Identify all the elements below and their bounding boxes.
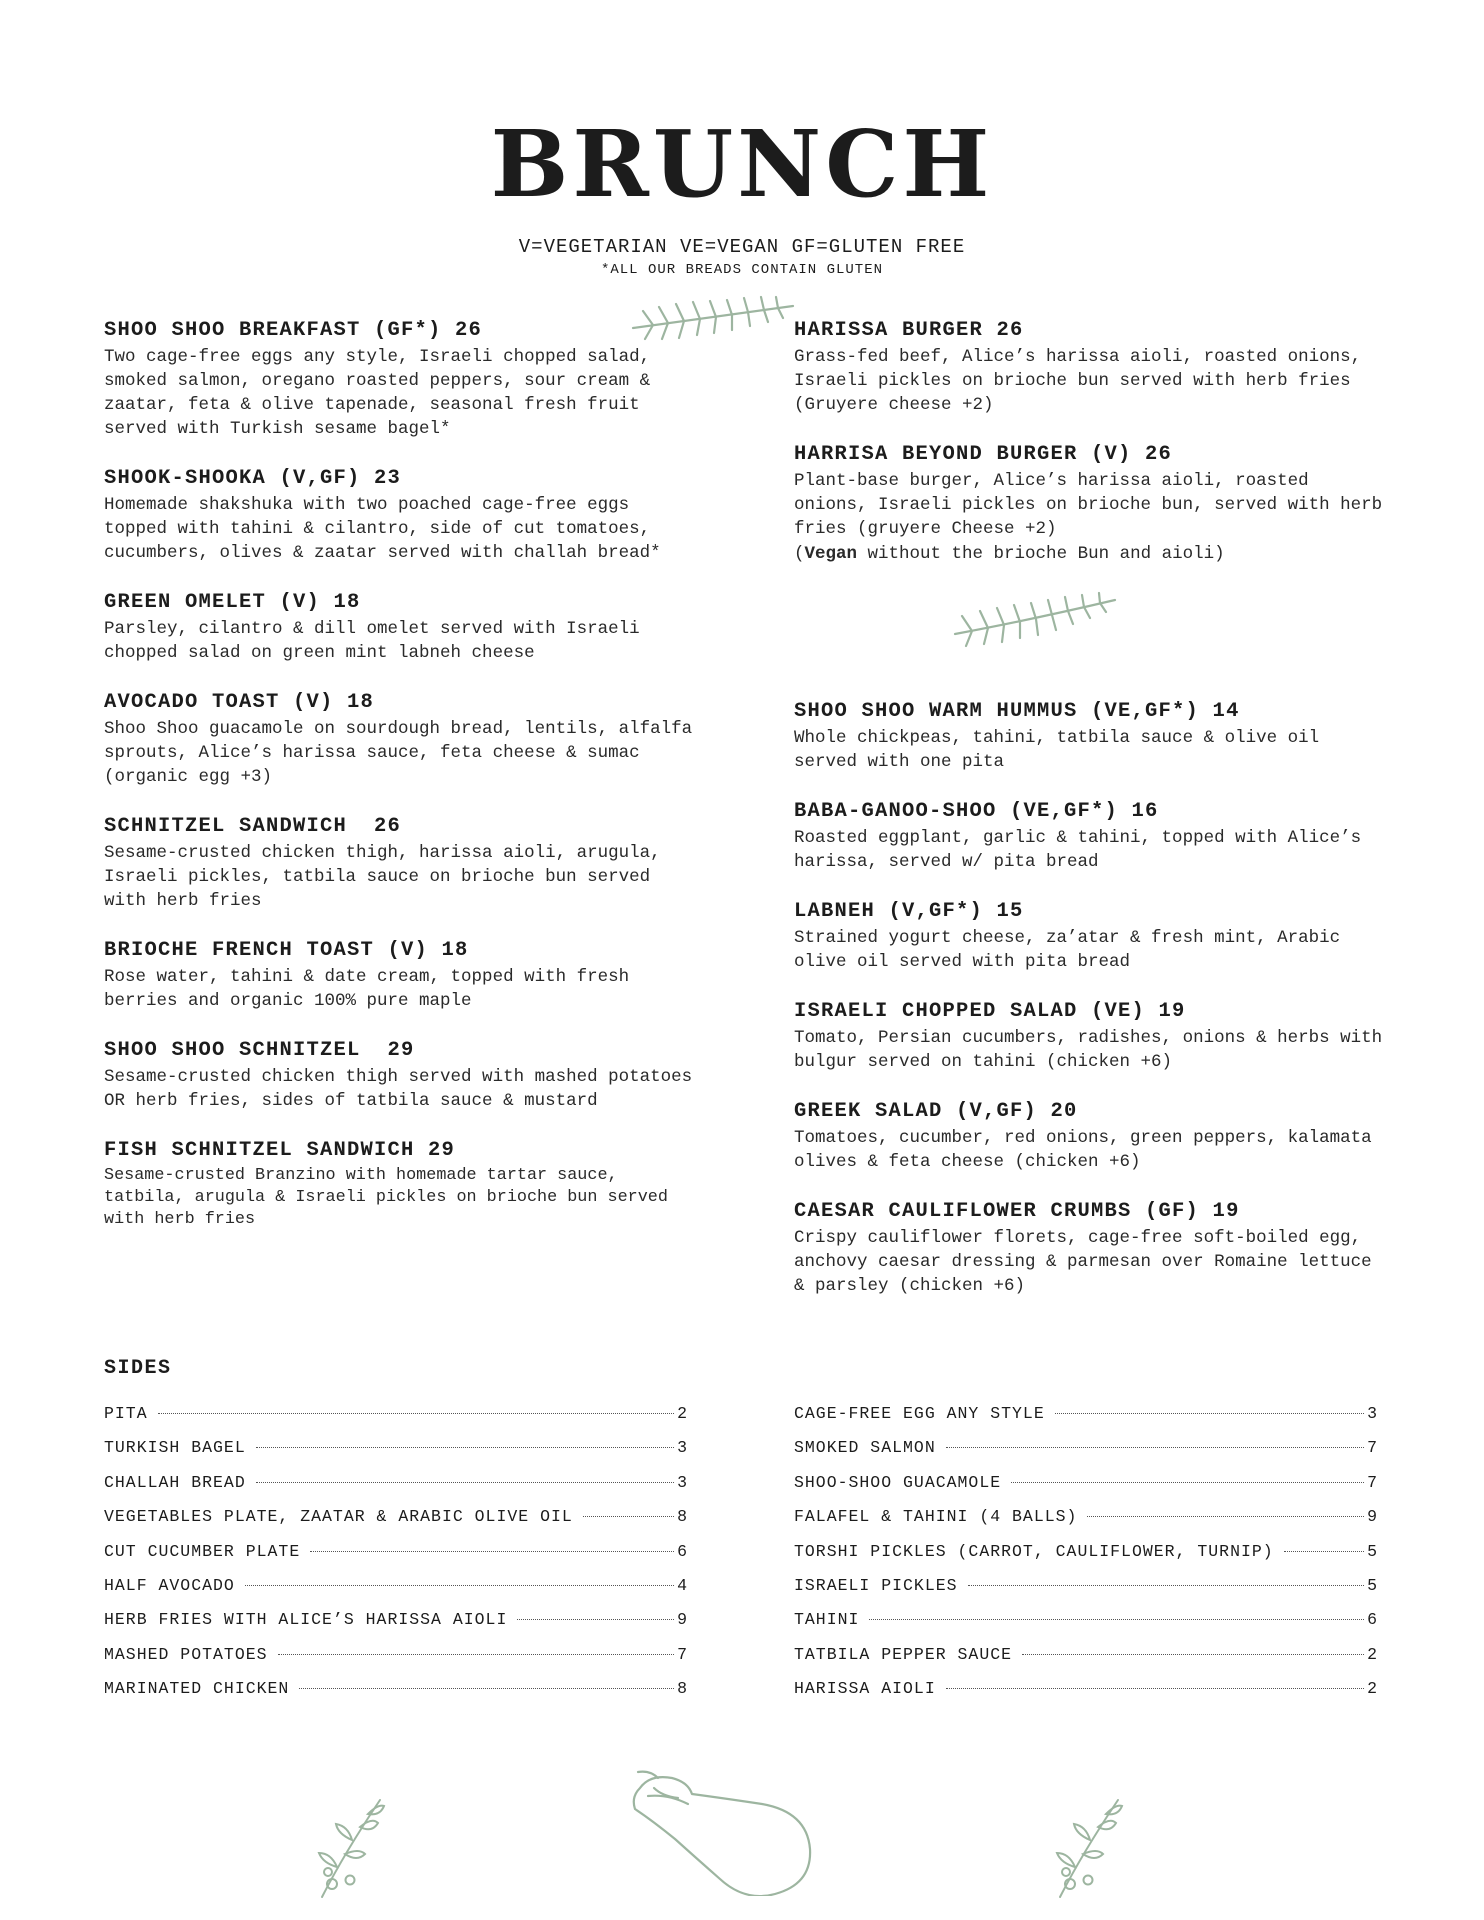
side-name: TAHINI: [794, 1610, 860, 1630]
sides-list-right: [794, 1404, 1378, 1714]
dot-leader: [583, 1516, 674, 1517]
side-item: [104, 1438, 688, 1472]
side-price: 6: [677, 1541, 688, 1561]
menu-item: [794, 442, 1384, 566]
item-name: SCHNITZEL SANDWICH 26: [104, 815, 402, 838]
side-name: TATBILA PEPPER SAUCE: [794, 1644, 1013, 1664]
side-item: [104, 1473, 688, 1507]
item-name: GREEK SALAD (V,GF) 20: [794, 1100, 1078, 1123]
vegan-note: [794, 542, 1384, 566]
side-price: 9: [1367, 1507, 1378, 1527]
dot-leader: [256, 1447, 674, 1448]
side-name: PITA: [104, 1404, 148, 1423]
side-name: TURKISH BAGEL: [104, 1438, 246, 1458]
side-price: 5: [1367, 1575, 1378, 1595]
side-item: [104, 1645, 688, 1679]
side-name: CUT CUCUMBER PLATE: [104, 1541, 301, 1561]
side-item: [794, 1645, 1378, 1679]
side-price: 7: [1367, 1472, 1378, 1492]
item-name: ISRAELI CHOPPED SALAD (VE) 19: [794, 1000, 1186, 1023]
item-description: Parsley, cilantro & dill omelet served with Israeli chopped salad on green mint labneh cheese: [104, 619, 640, 663]
item-description: Rose water, tahini & date cream, topped with fresh berries and organic 100% pure maple: [104, 967, 630, 1011]
item-name: SHOO SHOO WARM HUMMUS (VE,GF*) 14: [794, 700, 1240, 723]
dot-leader: [1087, 1516, 1364, 1517]
side-item: [104, 1576, 688, 1610]
item-name: AVOCADO TOAST (V) 18: [104, 691, 375, 714]
item-name: CAESAR CAULIFLOWER CRUMBS (GF) 19: [794, 1200, 1240, 1223]
side-price: 2: [1367, 1644, 1378, 1664]
side-item: [104, 1679, 688, 1713]
menu-item: [794, 999, 1384, 1074]
side-item: [794, 1542, 1378, 1576]
sides-list-left: [104, 1404, 688, 1714]
dot-leader: [299, 1688, 674, 1689]
item-description: Sesame-crusted Branzino with homemade tartar sauce, tatbila, arugula & Israeli pickles on brioche bun served with herb fries: [104, 1166, 668, 1229]
side-name: FALAFEL & TAHINI (4 BALLS): [794, 1507, 1078, 1527]
side-price: 7: [677, 1644, 688, 1664]
item-description: Homemade shakshuka with two poached cage-free eggs topped with tahini & cilantro, side of cut tomatoes, cucumbers, olives & zaatar served with challah bread*: [104, 495, 661, 563]
side-name: ISRAELI PICKLES: [794, 1575, 958, 1595]
side-price: 2: [677, 1404, 688, 1423]
side-name: SHOO-SHOO GUACAMOLE: [794, 1472, 1002, 1492]
item-description: Shoo Shoo guacamole on sourdough bread, lentils, alfalfa sprouts, Alice’s harissa sauce, feta cheese & sumac (organic egg +3): [104, 719, 693, 787]
gluten-note: *ALL OUR BREADS CONTAIN GLUTEN: [600, 262, 884, 278]
dot-leader: [517, 1619, 674, 1620]
dot-leader: [946, 1447, 1364, 1448]
side-item: [794, 1507, 1378, 1541]
menu-item: [104, 466, 694, 565]
side-price: 5: [1367, 1541, 1378, 1561]
side-price: 2: [1367, 1679, 1378, 1699]
sides-heading: SIDES: [104, 1357, 172, 1380]
menu-item: [794, 899, 1384, 974]
dot-leader: [946, 1688, 1364, 1689]
side-price: 9: [677, 1610, 688, 1630]
item-name: GREEN OMELET (V) 18: [104, 591, 361, 614]
item-description: Crispy cauliflower florets, cage-free soft-boiled egg, anchovy caesar dressing & parmesan over Romaine lettuce & parsley (chicken +6): [794, 1228, 1372, 1296]
menu-item: [794, 699, 1384, 774]
side-item: [794, 1404, 1378, 1438]
side-price: 3: [677, 1438, 688, 1458]
side-item: [794, 1679, 1378, 1713]
side-name: MASHED POTATOES: [104, 1644, 268, 1664]
menu-item: [104, 814, 694, 913]
side-price: 7: [1367, 1438, 1378, 1458]
item-description: Sesame-crusted chicken thigh served with mashed potatoes OR herb fries, sides of tatbila sauce & mustard: [104, 1067, 693, 1111]
vegan-note-rest: without the brioche Bun and aioli): [857, 544, 1225, 564]
menu-title: BRUNCH: [490, 110, 994, 218]
side-item: [104, 1404, 688, 1438]
dot-leader: [278, 1654, 675, 1655]
side-name: CHALLAH BREAD: [104, 1472, 246, 1492]
side-item: [104, 1507, 688, 1541]
item-name: SHOO SHOO BREAKFAST (GF*) 26: [104, 319, 483, 342]
menu-item: [104, 690, 694, 789]
menu-item: [794, 318, 1384, 417]
side-name: TORSHI PICKLES (CARROT, CAULIFLOWER, TURNIP): [794, 1541, 1274, 1561]
side-name: HALF AVOCADO: [104, 1575, 235, 1595]
item-description: Sesame-crusted chicken thigh, harissa aioli, arugula, Israeli pickles, tatbila sauce on brioche bun served with herb fries: [104, 843, 661, 911]
side-price: 3: [1367, 1404, 1378, 1423]
item-description: Two cage-free eggs any style, Israeli chopped salad, smoked salmon, oregano roasted peppers, sour cream & zaatar, feta & olive tapenade, seasonal fresh fruit served with Turkish sesame bagel*: [104, 347, 651, 439]
side-name: SMOKED SALMON: [794, 1438, 936, 1458]
item-description: Roasted eggplant, garlic & tahini, topped with Alice’s harissa, served w/ pita bread: [794, 828, 1362, 872]
menu-item: [794, 1099, 1384, 1174]
item-name: SHOO SHOO SCHNITZEL 29: [104, 1039, 415, 1062]
menu-item: [104, 590, 694, 665]
item-name: HARISSA BURGER 26: [794, 319, 1024, 342]
item-name: BABA-GANOO-SHOO (VE,GF*) 16: [794, 800, 1159, 823]
menu-item: [104, 1138, 694, 1231]
dot-leader: [1055, 1413, 1364, 1414]
olive-branch-icon: [310, 1792, 390, 1902]
item-name: FISH SCHNITZEL SANDWICH 29: [104, 1139, 456, 1162]
dot-leader: [245, 1585, 674, 1586]
side-name: MARINATED CHICKEN: [104, 1679, 290, 1699]
menu-item: [794, 799, 1384, 874]
menu-item: [104, 1038, 694, 1113]
dot-leader: [869, 1619, 1364, 1620]
vegan-note-emphasis: Vegan: [804, 544, 858, 564]
item-name: LABNEH (V,GF*) 15: [794, 900, 1024, 923]
eggplant-icon: [618, 1766, 818, 1896]
side-item: [104, 1542, 688, 1576]
side-item: [794, 1610, 1378, 1644]
olive-branch-icon: [1048, 1792, 1128, 1902]
dot-leader: [310, 1551, 674, 1552]
side-item: [794, 1473, 1378, 1507]
side-price: 8: [677, 1507, 688, 1527]
menu-item: [104, 318, 694, 441]
item-description: Strained yogurt cheese, za’atar & fresh mint, Arabic olive oil served with pita bread: [794, 928, 1341, 972]
item-name: SHOOK-SHOOKA (V,GF) 23: [104, 467, 402, 490]
side-name: CAGE-FREE EGG ANY STYLE: [794, 1404, 1045, 1423]
menu-item: [104, 938, 694, 1013]
menu-item: [794, 1199, 1384, 1298]
side-item: [104, 1610, 688, 1644]
side-item: [794, 1576, 1378, 1610]
rosemary-sprig-icon: [950, 582, 1120, 654]
item-description: Grass-fed beef, Alice’s harissa aioli, roasted onions, Israeli pickles on brioche bun served with herb fries (Gruyere cheese +2): [794, 347, 1362, 415]
vegan-note-prefix: (: [794, 544, 805, 564]
side-price: 8: [677, 1679, 688, 1699]
side-name: HERB FRIES WITH ALICE’S HARISSA AIOLI: [104, 1610, 508, 1630]
side-price: 4: [677, 1575, 688, 1595]
side-name: VEGETABLES PLATE, ZAATAR & ARABIC OLIVE OIL: [104, 1507, 573, 1527]
item-name: BRIOCHE FRENCH TOAST (V) 18: [104, 939, 469, 962]
side-price: 6: [1367, 1610, 1378, 1630]
dot-leader: [158, 1413, 674, 1414]
item-name: HARRISA BEYOND BURGER (V) 26: [794, 443, 1173, 466]
item-description: Plant-base burger, Alice’s harissa aioli, roasted onions, Israeli pickles on brioche bun, served with herb fries (gruyere Cheese +2): [794, 471, 1383, 539]
item-description: Whole chickpeas, tahini, tatbila sauce & olive oil served with one pita: [794, 728, 1320, 772]
item-description: Tomato, Persian cucumbers, radishes, onions & herbs with bulgur served on tahini (chicken +6): [794, 1028, 1383, 1072]
dietary-legend: V=VEGETARIAN VE=VEGAN GF=GLUTEN FREE: [518, 236, 966, 258]
dot-leader: [256, 1482, 674, 1483]
dot-leader: [1022, 1654, 1364, 1655]
side-name: HARISSA AIOLI: [794, 1679, 936, 1699]
dot-leader: [1284, 1551, 1364, 1552]
item-description: Tomatoes, cucumber, red onions, green peppers, kalamata olives & feta cheese (chicken +6): [794, 1128, 1372, 1172]
side-item: [794, 1438, 1378, 1472]
dot-leader: [1011, 1482, 1364, 1483]
left-menu-column: [104, 318, 694, 1256]
dot-leader: [968, 1585, 1365, 1586]
side-price: 3: [677, 1472, 688, 1492]
right-menu-column: [794, 318, 1384, 1323]
